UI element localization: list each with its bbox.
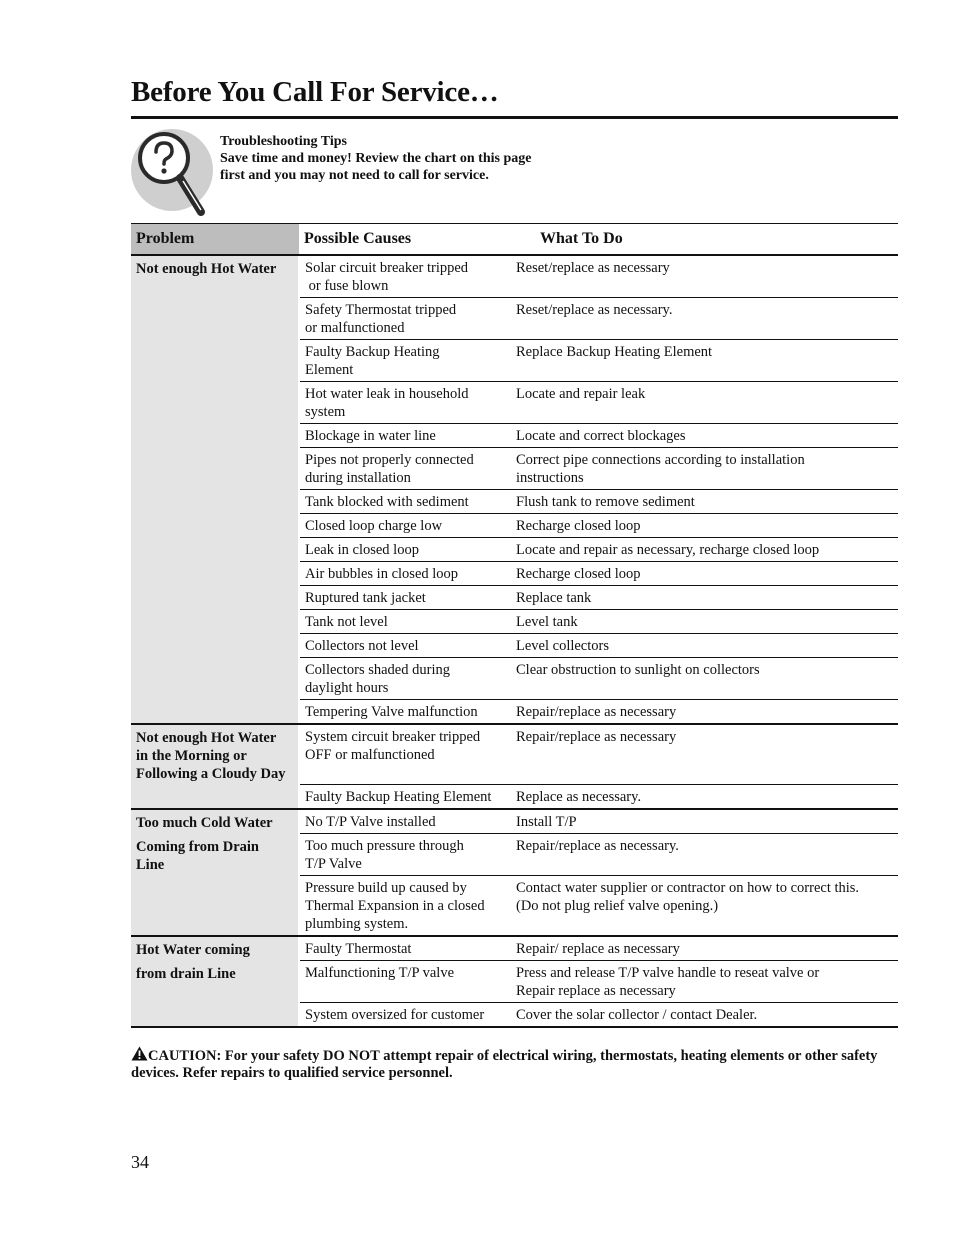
todo-cell: Repair/replace as necessary <box>511 724 898 785</box>
problem-label: Too much Cold Water <box>136 815 273 831</box>
warning-triangle-icon <box>131 1046 148 1061</box>
cause-cell: Hot water leak in household system <box>299 382 511 424</box>
problem-label: Coming from Drain <box>136 839 259 855</box>
todo-cell: Replace tank <box>511 586 898 610</box>
cause-cell: Faulty Thermostat <box>299 936 511 961</box>
cause-cell: Collectors shaded during daylight hours <box>299 658 511 700</box>
cause-cell: Tank blocked with sediment <box>299 490 511 514</box>
todo-cell: Contact water supplier or contractor on how to correct this. (Do not plug relief valve opening.) <box>511 876 898 937</box>
todo-cell: Press and release T/P valve handle to reseat valve or Repair replace as necessary <box>511 961 898 1003</box>
troubleshooting-tips <box>220 133 531 184</box>
column-header-what-to-do: What To Do <box>511 224 898 256</box>
cause-cell: Leak in closed loop <box>299 538 511 562</box>
cause-cell: Malfunctioning T/P valve <box>299 961 511 1003</box>
todo-cell: Flush tank to remove sediment <box>511 490 898 514</box>
page-number: 34 <box>131 1152 149 1172</box>
cause-cell: Faulty Backup Heating Element <box>299 340 511 382</box>
todo-cell: Repair/replace as necessary <box>511 700 898 725</box>
table-header-row <box>131 224 898 256</box>
todo-cell: Install T/P <box>511 809 898 834</box>
tips-line: first and you may not need to call for service. <box>220 168 489 183</box>
todo-cell: Recharge closed loop <box>511 562 898 586</box>
cause-cell: Too much pressure through T/P Valve <box>299 834 511 876</box>
problem-label: from drain Line <box>136 966 236 982</box>
problem-label: Not enough Hot Water <box>136 730 277 746</box>
problem-label: Not enough Hot Water <box>136 261 277 277</box>
todo-cell: Repair/replace as necessary. <box>511 834 898 876</box>
cause-cell: Closed loop charge low <box>299 514 511 538</box>
cause-cell: Faulty Backup Heating Element <box>299 785 511 810</box>
table-row <box>131 724 898 785</box>
todo-cell: Replace Backup Heating Element <box>511 340 898 382</box>
title-rule <box>131 116 898 119</box>
todo-cell: Locate and repair leak <box>511 382 898 424</box>
problem-cell <box>131 255 299 724</box>
problem-label: Following a Cloudy Day <box>136 766 286 782</box>
question-magnifier-icon <box>129 126 217 218</box>
cause-cell: Tank not level <box>299 610 511 634</box>
todo-cell: Clear obstruction to sunlight on collectors <box>511 658 898 700</box>
caution-note <box>131 1046 898 1082</box>
cause-cell: Air bubbles in closed loop <box>299 562 511 586</box>
todo-cell: Level tank <box>511 610 898 634</box>
problem-label: Hot Water coming <box>136 942 250 958</box>
cause-cell: Ruptured tank jacket <box>299 586 511 610</box>
column-header-causes: Possible Causes <box>299 224 511 256</box>
cause-cell: Solar circuit breaker tripped or fuse blown <box>299 255 511 298</box>
todo-cell: Locate and repair as necessary, recharge closed loop <box>511 538 898 562</box>
table-row <box>131 936 898 961</box>
caution-text: CAUTION: For your safety DO NOT attempt repair of electrical wiring, thermostats, heating elements or other safety devices. Refer repairs to qualified service personnel. <box>131 1048 878 1081</box>
problem-label: Line <box>136 857 165 873</box>
cause-cell: Collectors not level <box>299 634 511 658</box>
todo-cell: Correct pipe connections according to installation instructions <box>511 448 898 490</box>
column-header-problem: Problem <box>131 224 299 256</box>
table-row <box>131 255 898 298</box>
table-row <box>131 809 898 834</box>
todo-cell: Reset/replace as necessary <box>511 255 898 298</box>
tips-heading: Troubleshooting Tips <box>220 134 347 149</box>
cause-cell: Safety Thermostat tripped or malfunctioned <box>299 298 511 340</box>
problem-label: in the Morning or <box>136 748 247 764</box>
page-title: Before You Call For Service… <box>131 76 499 108</box>
troubleshooting-table <box>131 223 898 1028</box>
todo-cell: Repair/ replace as necessary <box>511 936 898 961</box>
cause-cell: System oversized for customer <box>299 1003 511 1028</box>
problem-cell <box>131 936 299 1027</box>
todo-cell: Level collectors <box>511 634 898 658</box>
todo-cell: Replace as necessary. <box>511 785 898 810</box>
problem-cell <box>131 809 299 936</box>
tips-line: Save time and money! Review the chart on this page <box>220 151 532 166</box>
todo-cell: Recharge closed loop <box>511 514 898 538</box>
cause-cell: No T/P Valve installed <box>299 809 511 834</box>
cause-cell: Pipes not properly connected during installation <box>299 448 511 490</box>
cause-cell: Tempering Valve malfunction <box>299 700 511 725</box>
todo-cell: Reset/replace as necessary. <box>511 298 898 340</box>
todo-cell: Cover the solar collector / contact Dealer. <box>511 1003 898 1028</box>
cause-cell: Pressure build up caused by Thermal Expansion in a closed plumbing system. <box>299 876 511 937</box>
todo-cell: Locate and correct blockages <box>511 424 898 448</box>
problem-cell <box>131 724 299 809</box>
cause-cell: System circuit breaker tripped OFF or malfunctioned <box>299 724 511 785</box>
cause-cell: Blockage in water line <box>299 424 511 448</box>
